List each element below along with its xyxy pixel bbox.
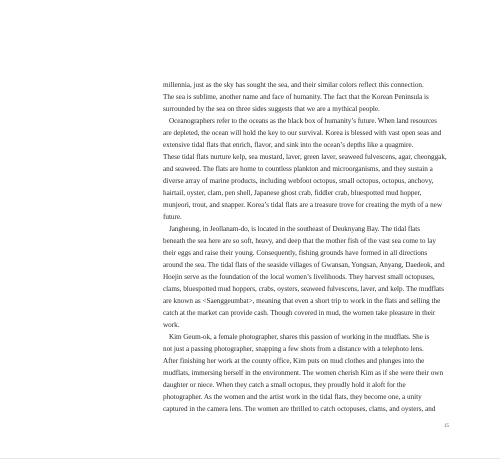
text-line: around the sea. The tidal flats of the seaside villages of Gwansan, Yongsan, Anyang, Daedeok, and — [163, 261, 445, 269]
text-line: photographer. As the women and the artist work in the tidal flats, they become one, a unity — [163, 393, 422, 401]
text-line: hairtail, oyster, clam, pen shell, Japanese ghost crab, fiddler crab, bluespotted mud hopper, — [163, 189, 422, 197]
text-line: The sea is sublime, another name and face of humanity. The fact that the Korean Peninsula is — [163, 93, 429, 101]
text-line: future. — [163, 213, 182, 221]
text-line: Hoejin serve as the foundation of the local women’s livelihoods. They harvest small octopuses, — [163, 273, 435, 281]
text-line: captured in the camera lens. The women are thrilled to catch octopuses, clams, and oysters, and — [163, 405, 436, 413]
text-line: Jangheung, in Jeollanam-do, is located in the southeast of Deuknyang Bay. The tidal flats — [169, 225, 420, 233]
page-bottom-edge — [0, 458, 500, 459]
text-line: munjeori, trout, and snapper. Korea’s tidal flats are a treasure trove for creating the myth of a new — [163, 201, 442, 209]
text-line: and seaweed. The flats are home to countless plankton and microorganisms, and they sustain a — [163, 165, 433, 173]
text-line: clams, bluespotted mud hoppers, crabs, oysters, seaweed fulvescens, laver, and kelp. The mudflats — [163, 285, 444, 293]
text-line: not just a passing photographer, snapping a few shots from a distance with a telephoto lens. — [163, 345, 424, 353]
text-line: work. — [163, 321, 180, 329]
text-line: are depleted, the ocean will hold the key to our survival. Korea is blessed with vast open seas and — [163, 129, 442, 137]
page-number: 15 — [444, 424, 449, 429]
text-line: their eggs and raise their young. Consequently, fishing grounds have formed in all directions — [163, 249, 428, 257]
body-text — [163, 79, 450, 415]
text-line: catch at the market can provide cash. Though covered in mud, the women take pleasure in their — [163, 309, 436, 317]
text-line: surrounded by the sea on three sides suggests that we are a mythical people. — [163, 105, 380, 113]
text-line: millennia, just as the sky has sought the sea, and their similar colors reflect this connection. — [163, 81, 424, 89]
text-line: diverse array of marine products, including webfoot octopus, small octopus, octopus, anchovy, — [163, 177, 434, 185]
text-line: extensive tidal flats that enrich, flavor, and sink into the ocean’s depths like a quagmire. — [163, 141, 414, 149]
text-line: beneath the sea here are so soft, heavy, and deep that the mother fish of the vast sea come to lay — [163, 237, 436, 245]
text-line: daughter or niece. When they catch a small octopus, they proudly hold it aloft for the — [163, 381, 406, 389]
text-line: These tidal flats nurture kelp, sea mustard, laver, green laver, seaweed fulvescens, agar, cheonggak, — [163, 153, 447, 161]
text-line: After finishing her work at the county office, Kim puts on mud clothes and plunges into the — [163, 357, 425, 365]
text-line: Oceanographers refer to the oceans as the black box of humanity’s future. When land resources — [169, 117, 437, 125]
text-line: Kim Geum-ok, a female photographer, shares this passion of working in the mudflats. She is — [169, 333, 430, 341]
text-line: are known as <Saenggeumbat>, meaning that even a short trip to work in the flats and selling the — [163, 297, 441, 305]
text-line: mudflats, immersing herself in the environment. The women cherish Kim as if she were their own — [163, 369, 444, 377]
